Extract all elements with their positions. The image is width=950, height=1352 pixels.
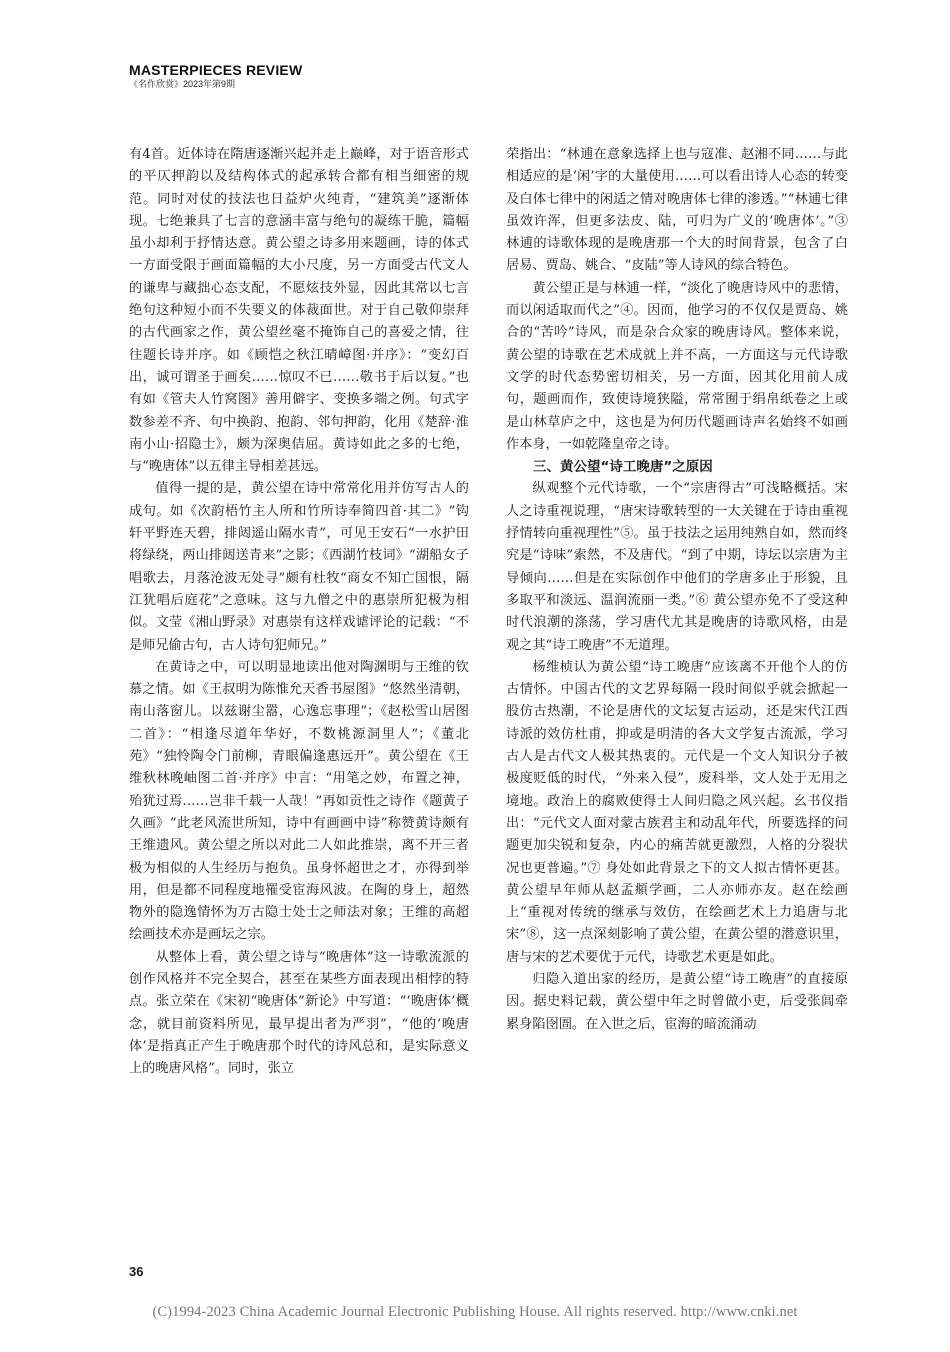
journal-issue: 《名作欣赏》2023年第9期 [129, 79, 236, 89]
paragraph: 值得一提的是，黄公望在诗中常常化用并仿写古人的成句。如《次韵梧竹主人所和竹所诗奉简四首·其二》“钩轩平野连天碧，排闼遥山隔水青”，可见王安石“一水护田将绿绕，两山排闼送青来”之影；《西湖竹枝词》“湖船女子唱歌去，月落沧波无处寻”颇有杜牧“商女不知亡国恨，隔江犹唱后庭花”之意味。这与九僧之中的惠崇所犯极为相似。文莹《湘山野录》对惠崇有这样戏谑评论的记载：“不是师兄偷古句，古人诗句犯师兄。” [129, 481, 469, 653]
left-column [129, 144, 469, 1080]
paragraph: 黄公望正是与林逋一样，“淡化了晚唐诗风中的悲情，而以闲适取而代之”④。因而，他学习的不仅仅是贾岛、姚合的“苦吟”诗风，而是杂合众家的晚唐诗风。整体来说，黄公望的诗歌在艺术成就上并不高，一方面这与元代诗歌文学的时代态势密切相关，另一方面，因其化用前人成句，题画而作，致使诗境狭隘，常常囿于绢帛纸卷之上或是山林草庐之中，这也是为何历代题画诗声名始终不如画作本身，一如乾隆皇帝之诗。 [506, 280, 848, 452]
paragraph: 在黄诗之中，可以明显地读出他对陶渊明与王维的钦慕之情。如《王叔明为陈惟允天香书屋图》“悠然坐清朝，南山落窗儿。以兹谢尘嚣，心逸忘事理”；《赵松雪山居图二首》：“相逢尽道年华好，不数桃源洞里人”；《董北苑》“独怜陶令门前柳，青眼偏逢惠远开”。黄公望在《王维秋林晚岫图二首·并序》中言：“用笔之妙，布置之神，殆犹过焉……岂非千载一人哉！”再如贡性之诗作《题黄子久画》“此老风流世所知，诗中有画画中诗”称赞黄诗颇有王维遗风。黄公望之所以对此二人如此推崇，离不开三者极为相似的人生经历与抱负。虽身怀超世之才，亦得到举用，但是都不同程度地罹受宦海风波。在陶的身上，超然物外的隐逸情怀为万古隐士处士之师法对象；王维的高超绘画技术亦是画坛之宗。 [129, 659, 469, 943]
paragraph: 纵观整个元代诗歌，一个“宗唐得古”可浅略概括。宋人之诗重视说理，“唐宋诗歌转型的一大关键在于诗由重视抒情转向重视理性”⑤。虽于技法之运用纯熟自如，然而终究是“诗味”索然，不及唐代。“到了中期，诗坛以宗唐为主导倾向……但是在实际创作中他们的学唐多止于形貌，且多取平和淡远、温润流丽一类。”⑥ 黄公望亦免不了受这种时代浪潮的涤荡，学习唐代尤其是晚唐的诗歌风格，由是观之其“诗工晚唐”不无道理。 [506, 481, 848, 653]
paragraph: 归隐入道出家的经历，是黄公望“诗工晚唐”的直接原因。据史料记载，黄公望中年之时曾做小吏，后受张闾牵累身陷囹圄。在入世之后，宦海的暗流涌动 [506, 971, 848, 1032]
journal-header [129, 62, 302, 90]
paragraph: 从整体上看，黄公望之诗与“晚唐体”这一诗歌流派的创作风格并不完全契合，甚至在某些方面表现出相悖的特点。张立荣在《宋初“晚唐体”新论》中写道：“‘晚唐体’概念，就目前资料所见，最早提出者为严羽”，“他的‘晚唐体’是指真正产生于晚唐那个时代的诗风总和，是实际意义上的晚唐风格”。同时，张立 [129, 949, 469, 1077]
copyright-notice: (C)1994-2023 China Academic Journal Electronic Publishing House. All rights reserved. http://www.cnki.net [152, 1304, 798, 1320]
paragraph: 有4首。近体诗在隋唐逐渐兴起并走上巅峰，对于语音形式的平仄押韵以及结构体式的起承转合都有相当细密的规范。同时对仗的技法也日益炉火纯青，“建筑美”逐渐体现。七绝兼具了七言的意涵丰富与绝句的凝练干脆，篇幅虽小却利于抒情达意。黄公望之诗多用来题画，诗的体式一方面受限于画面篇幅的大小尺度，另一方面受古代文人的谦卑与藏拙心态支配，不愿炫技外显，因此其常以七言绝句这种短小而不失要义的体裁面世。对于自己敬仰崇拜的古代画家之作，黄公望丝毫不掩饰自己的喜爱之情，往往题长诗并序。如《顾恺之秋江晴嶂图·并序》：“变幻百出，诚可谓圣于画矣……惊叹不已……敬书于后以复。”也有如《管夫人竹窝图》善用僻字、变换多端之例。句式字数参差不齐、句中换韵、抱韵、邻句押韵，化用《楚辞·淮南小山·招隐士》，颇为深奥佶屈。黄诗如此之多的七绝，与“晚唐体”以五律主导相差甚远。 [129, 147, 469, 475]
journal-name: MASTERPIECES REVIEW [129, 62, 303, 78]
page-number: 36 [129, 1264, 144, 1279]
right-column [506, 144, 848, 1036]
paragraph: 杨维桢认为黄公望“诗工晚唐”应该离不开他个人的仿古情怀。中国古代的文艺界每隔一段时间似乎就会掀起一股仿古热潮，不论是唐代的文坛复古运动，还是宋代江西诗派的效仿杜甫，抑或是明清的各大文学复古流派，学习古人是古代文人极其热衷的。元代是一个文人知识分子被极度贬低的时代，“外来入侵”，废科举，文人处于无用之境地。政治上的腐败使得士人间归隐之风兴起。幺书仪指出：“元代文人面对蒙古族君主和动乱年代，所要选择的问题更加尖锐和复杂，内心的痛苦就更激烈，人格的分裂状况也更普遍。”⑦ 身处如此背景之下的文人拟古情怀更甚。黄公望早年师从赵孟頫学画，二人亦师亦友。赵在绘画上“重视对传统的继承与效仿，在绘画艺术上力追唐与北宋”⑧，这一点深刻影响了黄公望，在黄公望的潜意识里，唐与宋的艺术要优于元代，诗歌艺术更是如此。 [506, 659, 848, 965]
section-heading: 三、黄公望“诗工晚唐”之原因 [533, 459, 713, 476]
paragraph: 荣指出：“林逋在意象选择上也与寇准、赵湘不同……与此相适应的是‘闲’字的大量使用……可以看出诗人心态的转变及白体七律中的闲适之情对晚唐体七律的渗透。”“林逋七律虽效许浑，但更多法皮、陆，可归为广义的‘晚唐体’。”③ 林逋的诗歌体现的是晚唐那一个大的时间背景，包含了白居易、贾岛、姚合、“皮陆”等人诗风的综合特色。 [506, 147, 848, 274]
